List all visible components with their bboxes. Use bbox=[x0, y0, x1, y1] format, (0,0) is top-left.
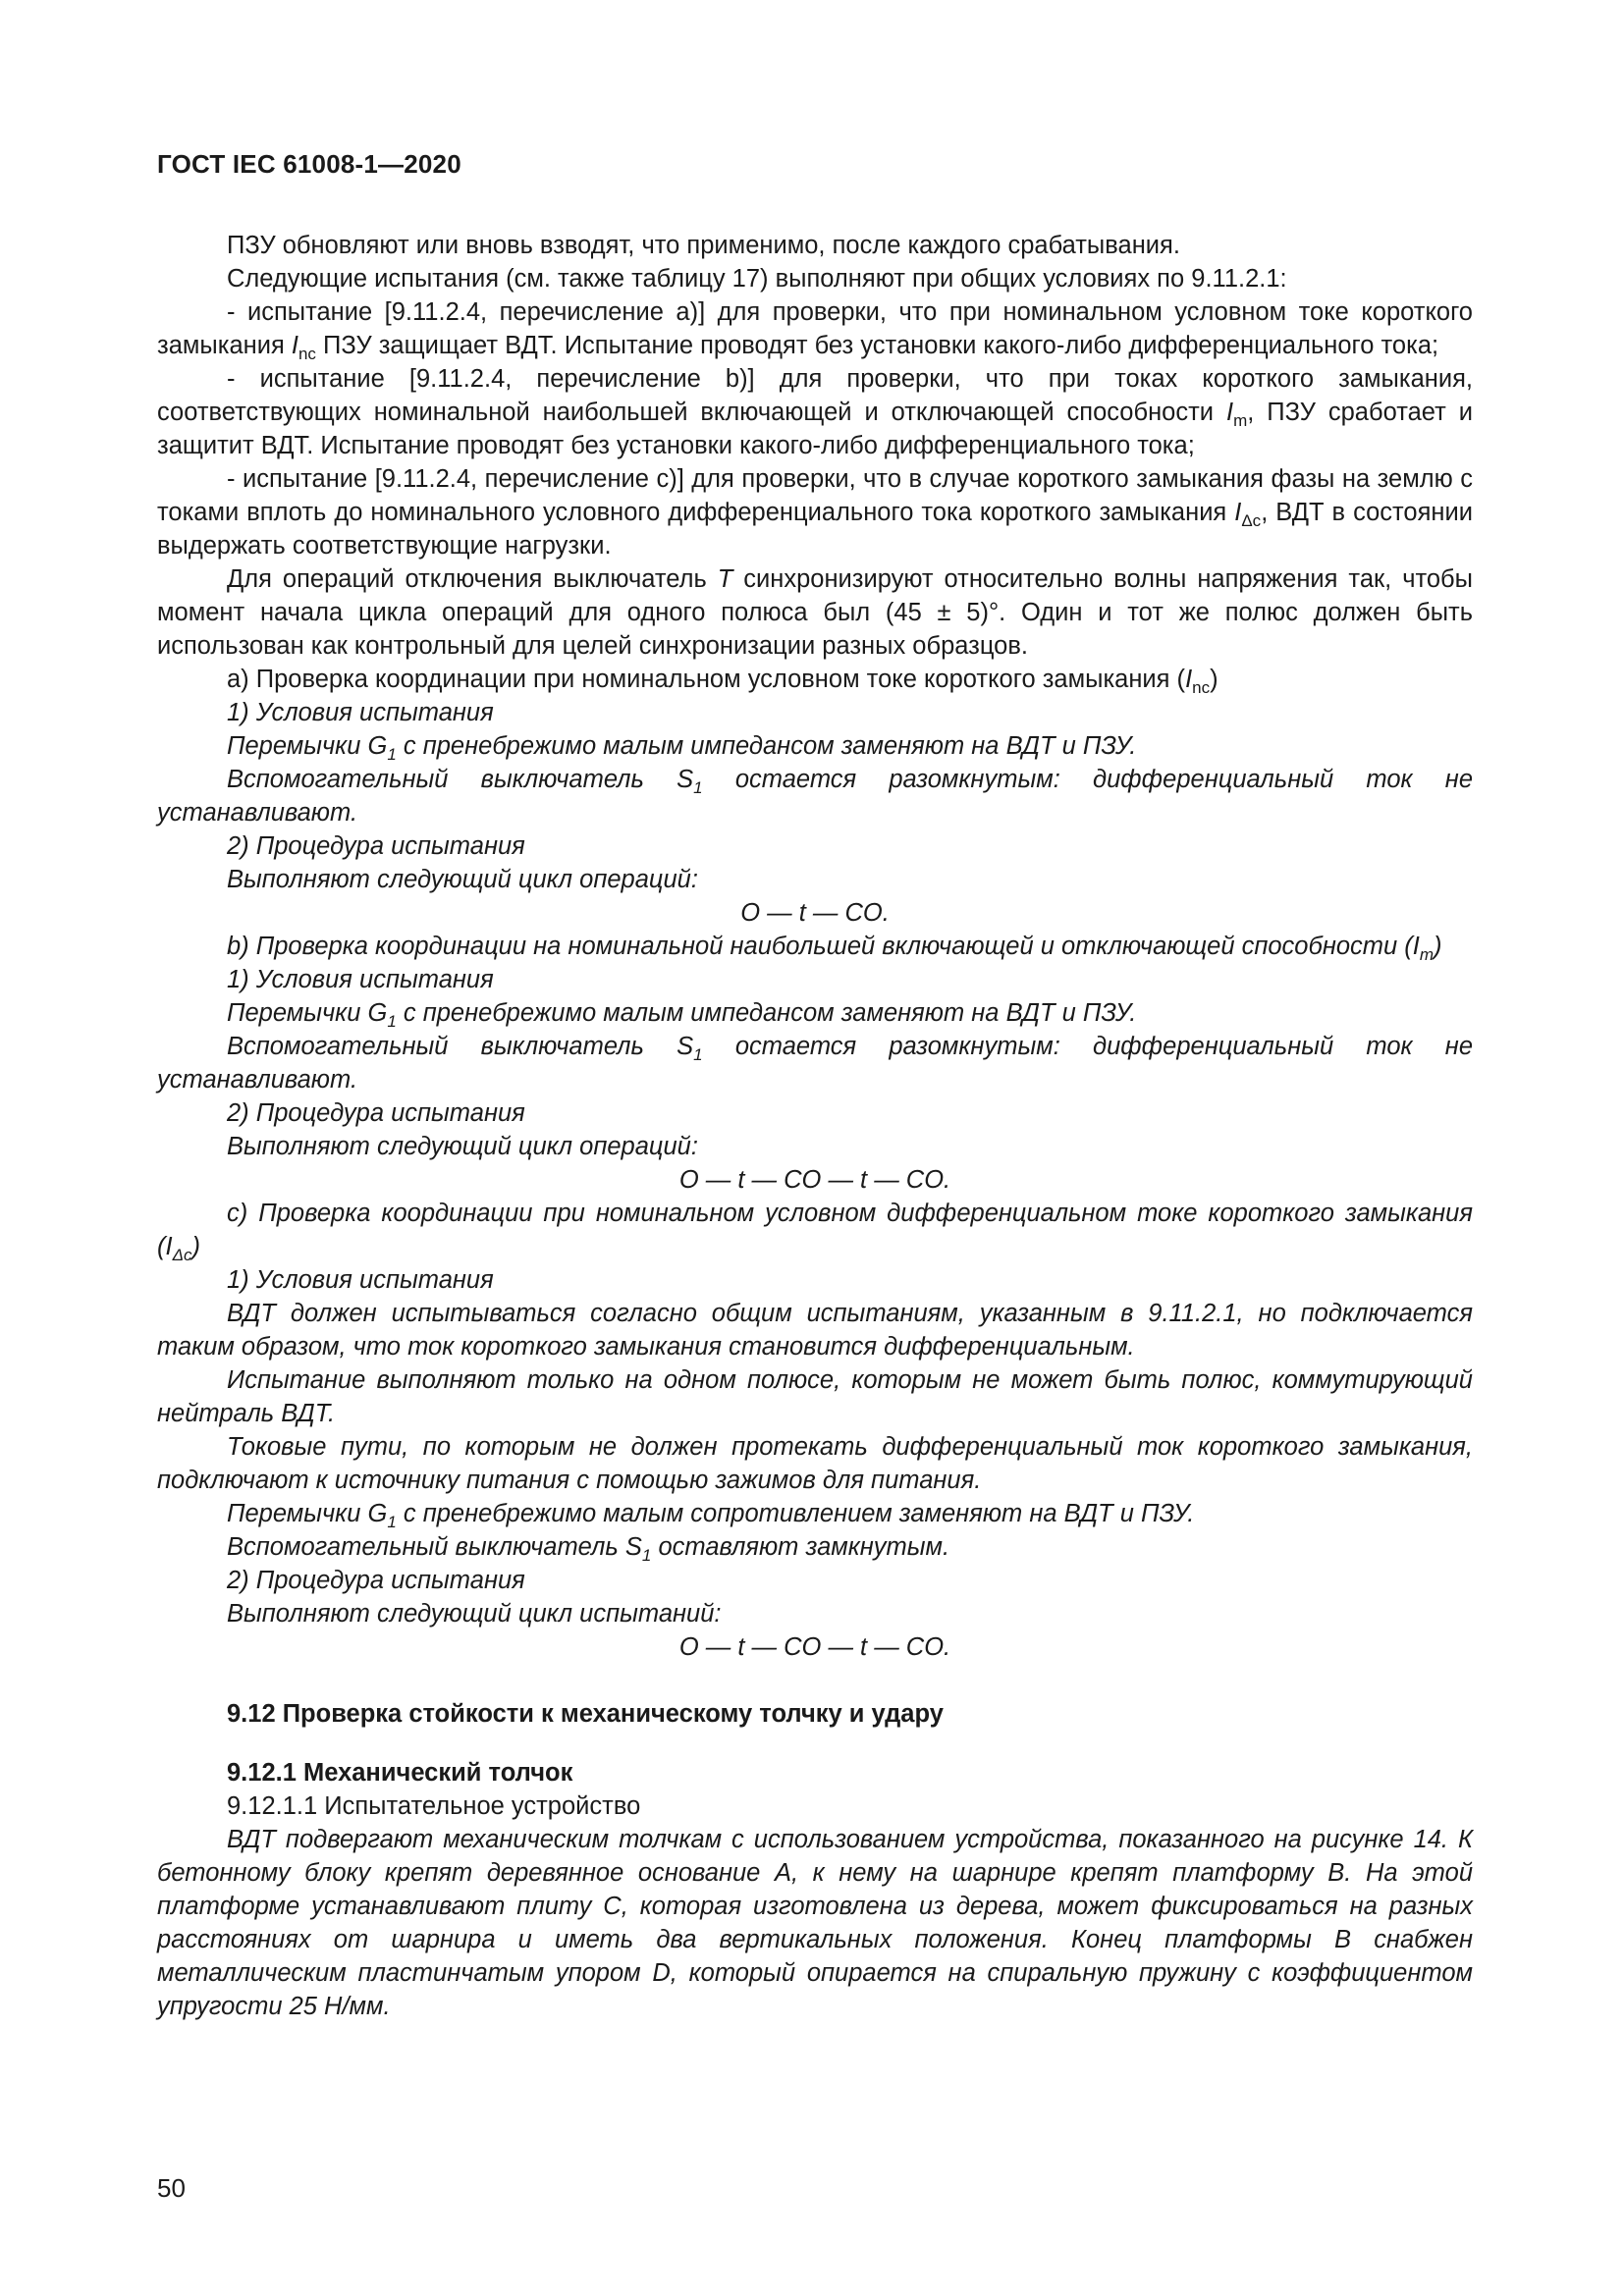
paragraph: Перемычки $G_1$ с пренебрежимо малым сопротивлением заменяют на ВДТ и ПЗУ. bbox=[227, 1500, 1195, 1531]
paragraph: Выполняют следующий цикл операций: bbox=[227, 1133, 698, 1160]
current-symbol: I bbox=[1225, 399, 1234, 426]
paragraph: 2) Процедура испытания bbox=[227, 832, 525, 860]
section-heading: 9.12 Проверка стойкости к механическому толчку и удару bbox=[227, 1700, 944, 1728]
paragraph: 1) Условия испытания bbox=[227, 1266, 494, 1294]
paragraph: Перемычки $G_1$ с пренебрежимо малым импедансом заменяют на ВДТ и ПЗУ. bbox=[227, 999, 1137, 1031]
subsection-b-title: b) Проверка координации на номинальной наибольшей включающей и отключающей способности $(I_m)$ bbox=[227, 933, 1442, 964]
current-symbol: I bbox=[1185, 666, 1193, 693]
paragraph: 2) Процедура испытания bbox=[227, 1567, 525, 1594]
paragraph: Перемычки $G_1$ с пренебрежимо малым импедансом заменяют на ВДТ и ПЗУ. bbox=[227, 732, 1137, 764]
paragraph-synchronization: Для операций отключения выключатель T синхронизируют относительно волны напряжения так, чтобы момент начала цикла операций для одного полюса был (45 ± 5)°. Один и тот же полюс должен быть использован как контрольный для целей синхронизации разных образцов. bbox=[157, 565, 1473, 660]
operation-cycle-formula: O — t — CO — t — CO. bbox=[678, 1633, 951, 1661]
paragraph: Вспомогательный выключатель $S_1$ оставляют замкнутым. bbox=[227, 1533, 950, 1565]
paragraph: Вспомогательный выключатель $S_1$ остается разомкнутым: дифференциальный ток не устанавливают. bbox=[157, 766, 1473, 827]
operation-cycle-formula: O — t — CO. bbox=[740, 899, 890, 927]
document-header: ГОСТ IEC 61008-1—2020 bbox=[157, 149, 461, 179]
subsection-a-title: a) Проверка координации при номинальном условном токе короткого замыкания $(I_{nc})$ bbox=[227, 666, 1218, 697]
subsection-c-title: c) Проверка координации при номинальном условном дифференциальном токе короткого замыкания $(I_{\Delta c})$ bbox=[157, 1200, 1473, 1264]
paragraph: Испытание выполняют только на одном полюсе, которым не может быть полюс, коммутирующий нейтраль ВДТ. bbox=[157, 1366, 1473, 1427]
paragraph: ВДТ должен испытываться согласно общим испытаниям, указанным в 9.11.2.1, но подключается таким образом, что ток короткого замыкания становится дифференциальным. bbox=[157, 1300, 1473, 1361]
paragraph: 1) Условия испытания bbox=[227, 699, 494, 726]
paragraph: 2) Процедура испытания bbox=[227, 1099, 525, 1127]
paragraph-test-b-item: - испытание [9.11.2.4, перечисление b)] для проверки, что при токах короткого замыкания, соответствующих номинальной наибольшей включающей и отключающей способности $I_m$, ПЗУ сработает и защитит ВДТ. Испытание проводят без установки какого-либо дифференциального тока; bbox=[157, 365, 1474, 459]
switch-symbol: T bbox=[717, 565, 733, 593]
page-number: 50 bbox=[157, 2173, 186, 2203]
subsection-heading: 9.12.1 Механический толчок bbox=[227, 1759, 573, 1787]
paragraph: Выполняют следующий цикл испытаний: bbox=[227, 1600, 722, 1628]
paragraph: Следующие испытания (см. также таблицу 17) выполняют при общих условиях по 9.11.2.1: bbox=[227, 265, 1287, 293]
current-symbol: I bbox=[291, 332, 298, 359]
operation-cycle-formula: O — t — CO — t — CO. bbox=[678, 1166, 951, 1194]
paragraph: 1) Условия испытания bbox=[227, 966, 494, 993]
paragraph: ПЗУ обновляют или вновь взводят, что применимо, после каждого срабатывания. bbox=[227, 232, 1180, 259]
current-symbol: I bbox=[1234, 499, 1242, 526]
paragraph: Выполняют следующий цикл операций: bbox=[227, 866, 698, 893]
paragraph-test-c-item: - испытание [9.11.2.4, перечисление c)] для проверки, что в случае короткого замыкания фазы на землю с токами вплоть до номинального условного дифференциального тока короткого замыкания $I_{\Delta c}$, ВДТ в состоянии выдержать соответствующие нагрузки. bbox=[157, 465, 1473, 560]
paragraph: Токовые пути, по которым не должен протекать дифференциальный ток короткого замыкания, подключают к источнику питания с помощью зажимов для питания. bbox=[157, 1433, 1473, 1494]
paragraph-test-a-item: - испытание [9.11.2.4, перечисление а)] для проверки, что при номинальном условном токе короткого замыкания $I_{nc}$ ПЗУ защищает ВДТ. Испытание проводят без установки какого-либо дифференциального тока; bbox=[157, 298, 1473, 363]
clause-title: 9.12.1.1 Испытательное устройство bbox=[227, 1792, 641, 1820]
paragraph: Вспомогательный выключатель $S_1$ остается разомкнутым: дифференциальный ток не устанавливают. bbox=[157, 1033, 1473, 1094]
paragraph: ВДТ подвергают механическим толчкам с использованием устройства, показанного на рисунке 14. К бетонному блоку крепят деревянное основание A, к нему на шарнире крепят платформу B. На этой платформе устанавливают плиту C, которая изготовлена из дерева, может фиксироваться на разных расстояниях от шарнира и иметь два вертикальных положения. Конец платформы B снабжен металлическим пластинчатым упором D, который опирается на спиральную пружину с коэффициентом упругости 25 Н/мм. bbox=[157, 1826, 1473, 2020]
document-body bbox=[157, 229, 1473, 2023]
